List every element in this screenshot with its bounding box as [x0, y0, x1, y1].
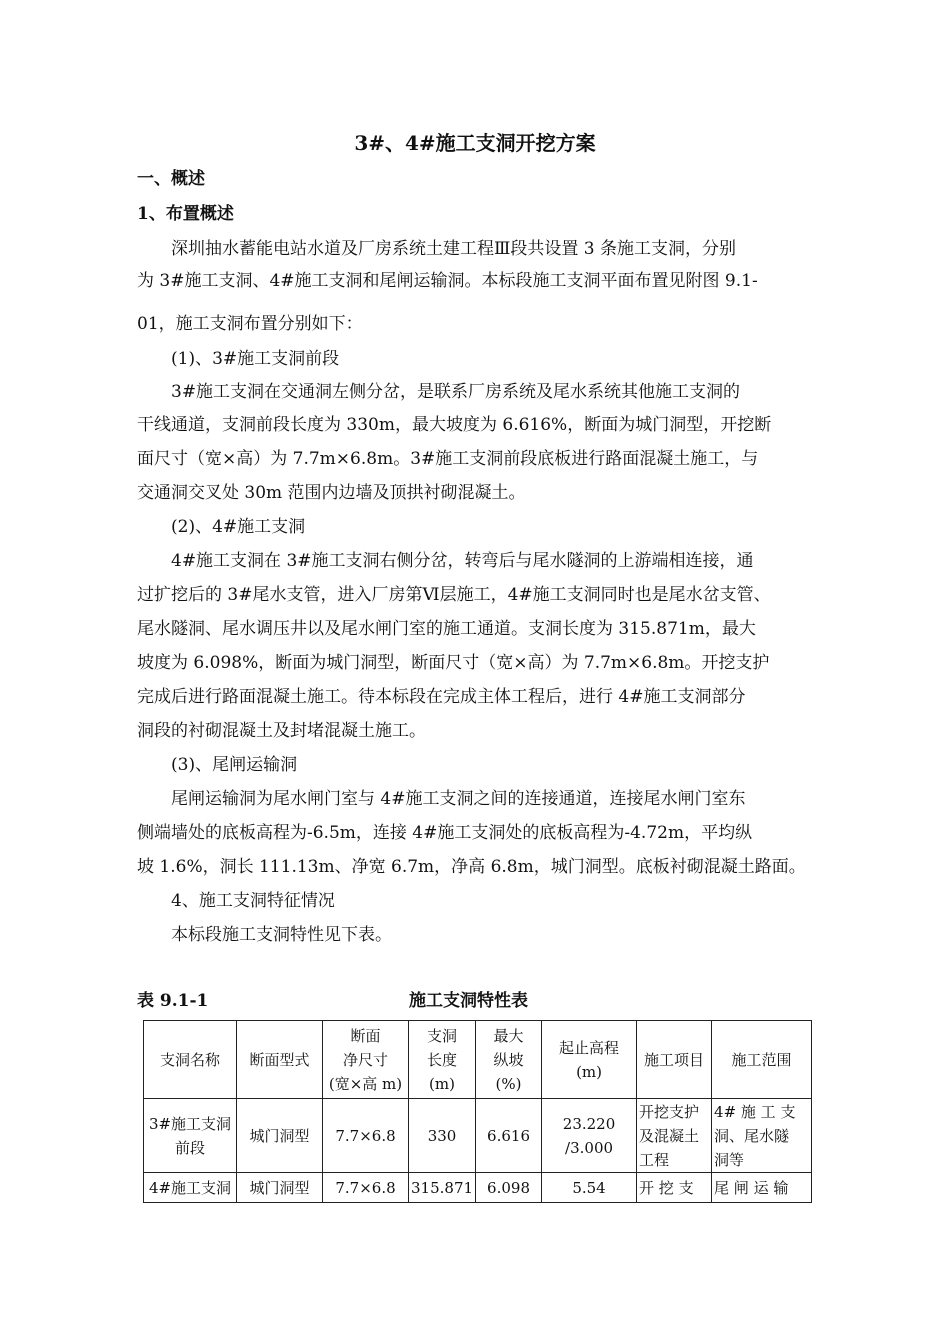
cell-elevation: 5.54: [542, 1173, 637, 1203]
header-cell: 最大 纵坡 (%): [476, 1021, 542, 1099]
item2-line: 4#施工支洞在 3#施工支洞右侧分岔，转弯后与尾水隧洞的上游端相连接，通: [171, 551, 754, 571]
item2-line: 坡度为 6.098%，断面为城门洞型，断面尺寸（宽×高）为 7.7m×6.8m。开挖支护: [137, 653, 770, 673]
item1-line: 面尺寸（宽×高）为 7.7m×6.8m。3#施工支洞前段底板进行路面混凝土施工，与: [137, 449, 759, 469]
header-cell: 起止高程 (m): [542, 1021, 637, 1099]
item1-heading: (1)、3#施工支洞前段: [171, 349, 340, 369]
cell-items: 开挖支护 及混凝土 工程: [637, 1099, 712, 1173]
intro-line: 为 3#施工支洞、4#施工支洞和尾闸运输洞。本标段施工支洞平面布置见附图 9.1-: [137, 271, 758, 291]
table-caption: [137, 986, 817, 1011]
item3-line: 侧端墙处的底板高程为-6.5m，连接 4#施工支洞处的底板高程为-4.72m，平均纵: [137, 823, 753, 843]
item2-heading: (2)、4#施工支洞: [171, 517, 306, 537]
header-cell: 施工范围: [712, 1021, 812, 1099]
page-title: 3#、4#施工支洞开挖方案: [354, 131, 596, 155]
item4-heading: 4、施工支洞特征情况: [171, 891, 335, 911]
table-title: 施工支洞特性表: [409, 991, 528, 1011]
item3-heading: (3)、尾闸运输洞: [171, 755, 298, 775]
header-cell: 施工项目: [637, 1021, 712, 1099]
section-heading-overview: 一、概述: [137, 169, 205, 189]
cell-section-type: 城门洞型: [237, 1099, 323, 1173]
item1-line: 干线通道，支洞前段长度为 330m，最大坡度为 6.616%，断面为城门洞型，开挖断: [137, 415, 772, 435]
cell-length: 315.871: [409, 1173, 476, 1203]
item3-line: 尾闸运输洞为尾水闸门室与 4#施工支洞之间的连接通道，连接尾水闸门室东: [171, 789, 746, 809]
item2-line: 过扩挖后的 3#尾水支管，进入厂房第Ⅵ层施工，4#施工支洞同时也是尾水岔支管、: [137, 585, 771, 605]
cell-size: 7.7×6.8: [323, 1099, 409, 1173]
item2-line: 完成后进行路面混凝土施工。待本标段在完成主体工程后，进行 4#施工支洞部分: [137, 687, 746, 707]
cell-name: 3#施工支洞 前段: [144, 1099, 237, 1173]
tunnel-spec-table: [143, 1020, 812, 1203]
table-number: 表 9.1-1: [137, 991, 209, 1011]
cell-size: 7.7×6.8: [323, 1173, 409, 1203]
cell-items: 开 挖 支: [637, 1173, 712, 1203]
intro-line: 01，施工支洞布置分别如下：: [137, 314, 363, 334]
header-cell: 断面 净尺寸 (宽×高 m): [323, 1021, 409, 1099]
item2-line: 洞段的衬砌混凝土及封堵混凝土施工。: [137, 721, 426, 741]
cell-slope: 6.616: [476, 1099, 542, 1173]
cell-slope: 6.098: [476, 1173, 542, 1203]
item1-line: 3#施工支洞在交通洞左侧分岔，是联系厂房系统及尾水系统其他施工支洞的: [171, 382, 741, 402]
subsection-heading-layout: 1、布置概述: [137, 204, 234, 224]
table-row: [144, 1099, 812, 1173]
cell-scope: 尾 闸 运 输: [712, 1173, 812, 1203]
cell-section-type: 城门洞型: [237, 1173, 323, 1203]
intro-line: 深圳抽水蓄能电站水道及厂房系统土建工程Ⅲ段共设置 3 条施工支洞，分别: [171, 239, 737, 259]
header-cell: 支洞 长度 (m): [409, 1021, 476, 1099]
item1-line: 交通洞交叉处 30m 范围内边墙及顶拱衬砌混凝土。: [137, 483, 526, 503]
cell-elevation: 23.220 /3.000: [542, 1099, 637, 1173]
cell-length: 330: [409, 1099, 476, 1173]
item3-line: 坡 1.6%，洞长 111.13m、净宽 6.7m，净高 6.8m，城门洞型。底板衬砌混凝土路面。: [137, 857, 806, 877]
item2-line: 尾水隧洞、尾水调压井以及尾水闸门室的施工通道。支洞长度为 315.871m，最大: [137, 619, 756, 639]
header-cell: 支洞名称: [144, 1021, 237, 1099]
cell-scope: 4# 施 工 支 洞、尾水隧 洞等: [712, 1099, 812, 1173]
table-row: [144, 1173, 812, 1203]
cell-name: 4#施工支洞: [144, 1173, 237, 1203]
item4-line: 本标段施工支洞特性见下表。: [171, 925, 392, 945]
table-header-row: [144, 1021, 812, 1099]
header-cell: 断面型式: [237, 1021, 323, 1099]
